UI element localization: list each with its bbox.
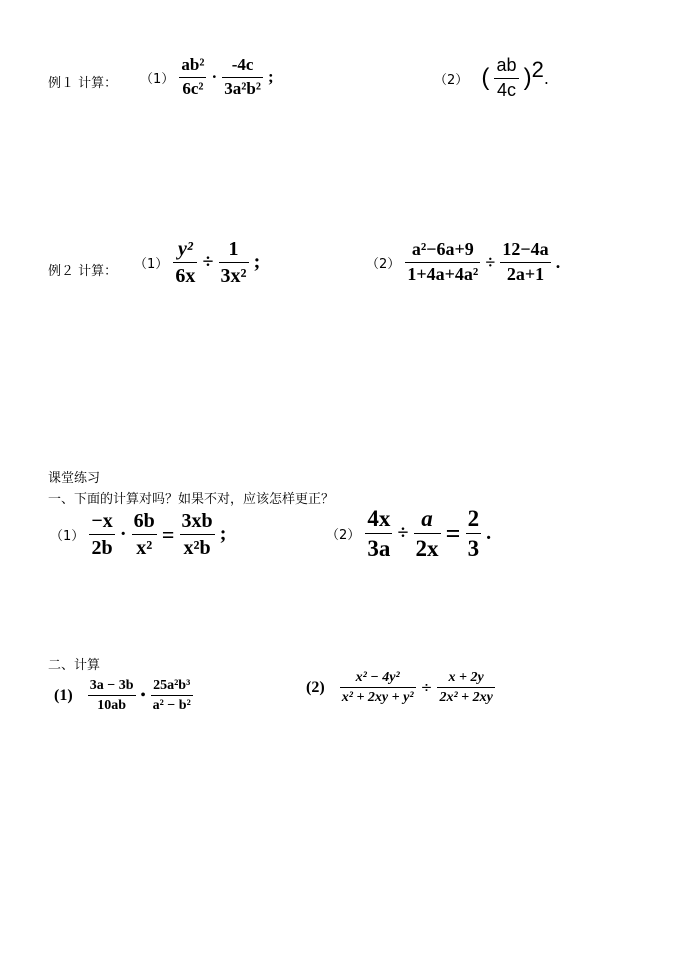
part-tag: （2） [434, 72, 469, 88]
part-tag: (2) [306, 678, 325, 696]
multiply-dot: • [140, 687, 146, 703]
fraction [466, 506, 482, 562]
period: . [486, 522, 492, 545]
semicolon: ; [268, 67, 274, 87]
part-tag: （1） [140, 71, 175, 87]
numerator: 6b [133, 510, 155, 532]
practice-heading: 课堂练习 [48, 471, 101, 486]
part-tag: （1） [134, 257, 169, 272]
numerator: 4x [367, 506, 391, 531]
divide-sign: ÷ [485, 251, 496, 272]
fraction [173, 238, 197, 287]
example-1-part-2 [434, 56, 549, 101]
example-2-label: 例２ 计算： [48, 264, 118, 279]
fraction [180, 510, 215, 559]
denominator: 2x² + 2xy [439, 690, 493, 706]
fraction [179, 56, 206, 98]
fraction [151, 678, 193, 714]
denominator: 6c² [182, 78, 204, 98]
fraction [132, 510, 157, 559]
fraction [405, 240, 480, 285]
denominator: 4c [496, 79, 516, 100]
semicolon: ; [253, 251, 261, 273]
fraction [89, 510, 114, 559]
divide-sign: ÷ [397, 522, 409, 545]
equals-sign: = [161, 521, 175, 547]
denominator: 3x² [220, 265, 247, 287]
denominator: 10ab [97, 698, 127, 714]
denominator: x² + 2xy + y² [341, 690, 414, 706]
denominator: 6x [175, 265, 196, 287]
multiply-dot: · [211, 67, 218, 87]
exponent: 2 [531, 57, 544, 83]
divide-sign: ÷ [202, 251, 214, 273]
numerator: 1 [228, 238, 239, 260]
equals-sign: = [445, 518, 461, 548]
fraction [500, 240, 550, 285]
question-1-text: 一、下面的计算对吗？如果不对，应该怎样更正？ [48, 492, 335, 507]
fraction [365, 506, 392, 562]
open-paren: ( [481, 64, 490, 92]
example-1-part-1 [140, 56, 274, 98]
fraction [88, 678, 136, 714]
denominator: 3 [467, 536, 480, 562]
denominator: x²b [183, 537, 211, 559]
numerator: x + 2y [448, 670, 484, 685]
period: . [543, 68, 549, 88]
numerator: 12−4a [502, 239, 549, 259]
question-2-part-1 [54, 678, 193, 714]
numerator: 3xb [181, 510, 213, 532]
numerator: a [421, 506, 433, 531]
example-1-label: 例１ 计算： [48, 76, 118, 91]
denominator: 2a+1 [506, 263, 545, 284]
fraction [340, 670, 416, 706]
denominator: 2x [415, 536, 439, 562]
question-2-part-2 [306, 670, 495, 706]
denominator: a² − b² [152, 698, 191, 714]
numerator: ab [496, 55, 517, 75]
semicolon: ; [219, 523, 227, 545]
period: . [555, 251, 561, 272]
fraction [494, 56, 518, 101]
fraction [437, 670, 494, 706]
denominator: 1+4a+4a² [407, 263, 479, 284]
numerator: −x [91, 510, 113, 532]
numerator: 25a²b³ [153, 678, 191, 693]
numerator: -4c [231, 55, 254, 74]
numerator: ab² [181, 55, 205, 74]
example-2-part-2 [366, 240, 560, 285]
question-1-part-2 [326, 506, 491, 562]
question-2-text: 二、计算 [48, 658, 101, 673]
question-1-part-1 [50, 510, 226, 559]
numerator: a²−6a+9 [411, 239, 474, 259]
denominator: 3a [367, 536, 391, 562]
numerator: y² [177, 238, 193, 260]
denominator: 2b [91, 537, 113, 559]
numerator: 2 [467, 506, 480, 531]
part-tag: （1） [50, 529, 85, 544]
denominator: 3a²b² [224, 78, 261, 98]
fraction [222, 56, 263, 98]
fraction [219, 238, 249, 287]
denominator: x² [136, 537, 153, 559]
multiply-dot: · [119, 523, 127, 545]
numerator: x² − 4y² [355, 670, 400, 685]
fraction [414, 506, 441, 562]
divide-sign: ÷ [420, 679, 433, 696]
example-2-part-1 [134, 238, 260, 287]
numerator: 3a − 3b [89, 678, 134, 693]
part-tag: （2） [366, 256, 401, 272]
part-tag: （2） [326, 528, 361, 544]
part-tag: (1) [54, 686, 73, 704]
close-paren: ) [523, 64, 532, 92]
